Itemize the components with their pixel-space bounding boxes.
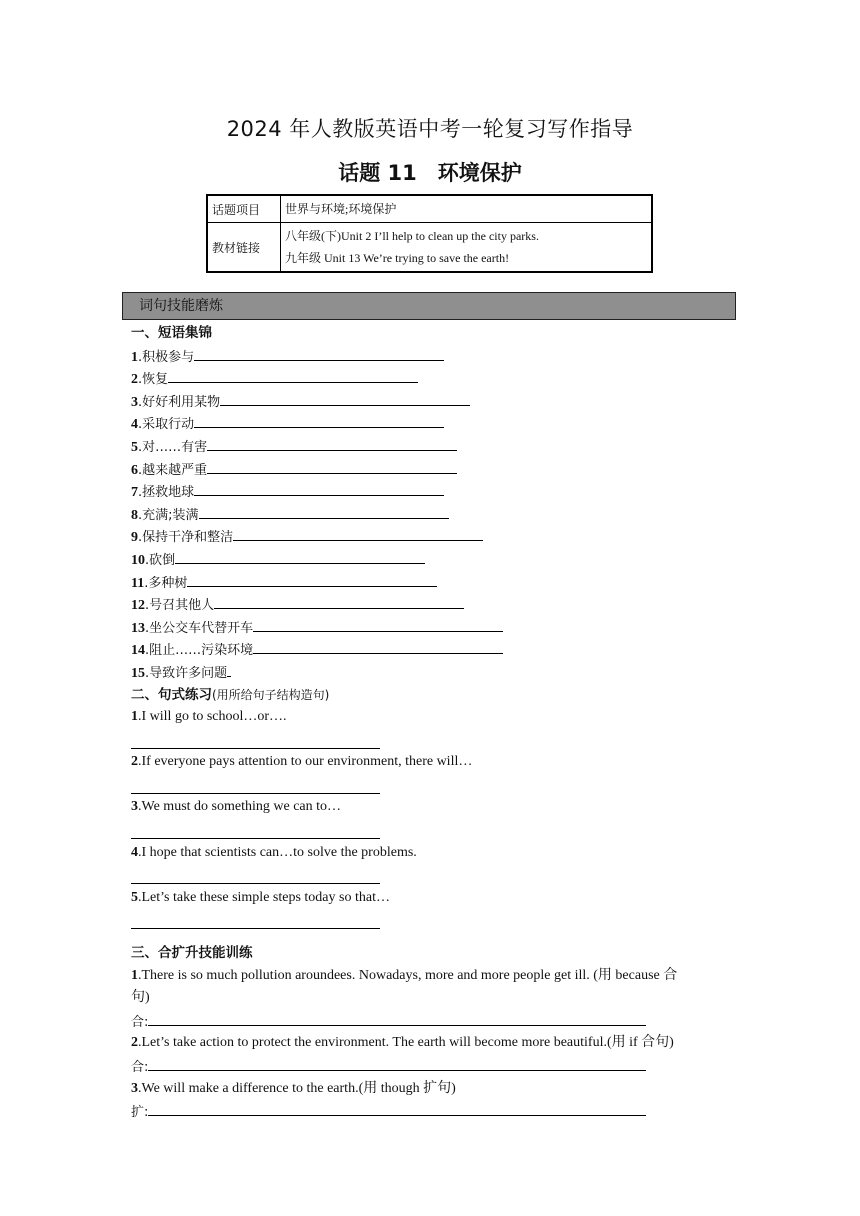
- item-number: 1: [131, 967, 138, 983]
- list-item: [131, 390, 741, 413]
- list-item: [131, 503, 741, 526]
- item-number: 11: [131, 575, 145, 591]
- item-text: .坐公交车代替开车: [145, 620, 254, 636]
- list-item: [131, 480, 741, 503]
- item-number: 4: [131, 417, 138, 433]
- answer-blank[interactable]: [131, 778, 380, 794]
- item-number: 3: [131, 1080, 138, 1096]
- item-number: 8: [131, 507, 138, 523]
- list-item: [131, 412, 741, 435]
- table-key-cell: 教材链接: [207, 223, 281, 273]
- list-item: [131, 965, 741, 988]
- item-text: .越来越严重: [138, 462, 208, 478]
- list-item: [131, 661, 741, 684]
- answer-blank[interactable]: [131, 733, 380, 749]
- answer-blank[interactable]: [168, 367, 418, 383]
- answer-line: [131, 909, 741, 932]
- item-text: .积极参与: [138, 349, 195, 365]
- answer-blank[interactable]: [194, 412, 444, 428]
- item-text: .保持干净和整洁: [138, 530, 234, 546]
- item-text: .好好利用某物: [138, 394, 221, 410]
- item-number: 12: [131, 598, 145, 614]
- part1-heading: 一、短语集锦: [131, 325, 212, 341]
- list-item: [131, 796, 741, 819]
- item-number: 2: [131, 754, 138, 770]
- list-item: [131, 638, 741, 661]
- list-item: [131, 706, 741, 729]
- item-number: 7: [131, 485, 138, 501]
- item-text: .导致许多问题: [145, 665, 228, 681]
- answer-blank[interactable]: [253, 638, 503, 654]
- item-text: .砍倒: [145, 552, 176, 568]
- combine-list: [131, 965, 741, 1123]
- answer-line: [131, 729, 741, 752]
- answer-line: [131, 1010, 741, 1033]
- answer-blank[interactable]: [187, 571, 437, 587]
- item-text: .Let’s take these simple steps today so that…: [138, 889, 390, 905]
- answer-label: 合:: [131, 1060, 149, 1075]
- section-title: 词句技能磨炼: [139, 298, 223, 314]
- sentence-list: [131, 706, 741, 932]
- list-item: [131, 887, 741, 910]
- item-text: .对……有害: [138, 439, 208, 455]
- item-text: .I will go to school…or….: [138, 709, 287, 725]
- list-item: [131, 842, 741, 865]
- answer-blank[interactable]: [220, 390, 470, 406]
- answer-blank[interactable]: [227, 661, 231, 677]
- item-number: 3: [131, 394, 138, 410]
- item-number: 5: [131, 439, 138, 455]
- answer-blank[interactable]: [194, 345, 444, 361]
- item-text: .We must do something we can to…: [138, 799, 342, 815]
- item-text: .号召其他人: [145, 598, 215, 614]
- answer-blank[interactable]: [131, 823, 380, 839]
- list-item: [131, 345, 741, 368]
- item-number: 10: [131, 552, 145, 568]
- part2-instruction: (用所给句子结构造句): [212, 687, 330, 702]
- item-number: 3: [131, 799, 138, 815]
- list-item: [131, 458, 741, 481]
- list-item: [131, 525, 741, 548]
- answer-blank[interactable]: [253, 616, 503, 632]
- answer-line: [131, 864, 741, 887]
- answer-blank[interactable]: [214, 593, 464, 609]
- answer-blank[interactable]: [148, 1010, 646, 1026]
- table-value-cell: [281, 195, 653, 223]
- list-item: [131, 571, 741, 594]
- item-text: .Let’s take action to protect the environment. The earth will become more beautiful.(用 if 合句): [138, 1035, 674, 1051]
- list-item: [131, 548, 741, 571]
- table-key-cell: 话题项目: [207, 195, 281, 223]
- table-row: [207, 195, 652, 223]
- answer-blank[interactable]: [199, 503, 449, 519]
- spacer: [131, 932, 741, 942]
- item-text: .恢复: [138, 372, 169, 388]
- item-number: 1: [131, 709, 138, 725]
- answer-line: [131, 819, 741, 842]
- item-number: 15: [131, 665, 145, 681]
- part2-heading: [131, 684, 741, 707]
- table-value-text: 世界与环境;环境保护: [285, 202, 397, 216]
- item-number: 2: [131, 1035, 138, 1051]
- item-text: .采取行动: [138, 417, 195, 433]
- answer-blank[interactable]: [131, 868, 380, 884]
- item-text: .拯救地球: [138, 485, 195, 501]
- item-number: 14: [131, 643, 145, 659]
- item-text: .充满;装满: [138, 507, 199, 523]
- list-item-continuation: 句): [131, 990, 150, 1006]
- item-text: .阻止……污染环境: [145, 643, 254, 659]
- phrase-list: [131, 345, 741, 684]
- list-item: [131, 593, 741, 616]
- page-title: 2024 年人教版英语中考一轮复习写作指导: [226, 117, 634, 141]
- list-item: [131, 435, 741, 458]
- answer-label: 扩:: [131, 1105, 149, 1121]
- table-value-text: 八年级(下)Unit 2 I’ll help to clean up the city parks.: [285, 229, 539, 243]
- answer-blank[interactable]: [233, 525, 483, 541]
- item-number: 13: [131, 620, 145, 636]
- list-item: [131, 1078, 741, 1101]
- table-row: [207, 223, 652, 273]
- item-text: .We will make a difference to the earth.(用 though 扩句): [138, 1080, 456, 1096]
- item-text: .多种树: [144, 575, 188, 591]
- item-number: 4: [131, 844, 138, 860]
- item-text: .If everyone pays attention to our environment, there will…: [138, 754, 473, 770]
- part3-heading: 三、合扩升技能训练: [131, 945, 253, 962]
- item-text: .There is so much pollution aroundees. Nowadays, more and more people get ill. (用 because 合: [138, 967, 678, 983]
- item-number: 9: [131, 530, 138, 546]
- part2-heading-text: 二、句式练习: [131, 686, 212, 703]
- answer-blank[interactable]: [148, 1100, 646, 1116]
- answer-blank[interactable]: [131, 913, 380, 929]
- item-number: 2: [131, 372, 138, 388]
- item-number: 5: [131, 889, 138, 905]
- exercise-content: [131, 322, 741, 1123]
- answer-blank[interactable]: [207, 458, 457, 474]
- answer-blank[interactable]: [194, 480, 444, 496]
- answer-blank[interactable]: [207, 435, 457, 451]
- topic-info-table: [206, 194, 653, 273]
- topic-subtitle: 话题 11 环境保护: [338, 161, 522, 185]
- table-value-text: 九年级 Unit 13 We’re trying to save the earth!: [285, 251, 510, 265]
- list-item: [131, 751, 741, 774]
- list-item: [131, 616, 741, 639]
- answer-line: [131, 1100, 741, 1123]
- table-value-cell: [281, 223, 653, 273]
- answer-label: 合:: [131, 1014, 149, 1030]
- answer-line: [131, 774, 741, 797]
- answer-blank[interactable]: [175, 548, 425, 564]
- list-item: [131, 1032, 741, 1055]
- item-number: 1: [131, 349, 138, 365]
- item-text: .I hope that scientists can…to solve the problems.: [138, 844, 417, 860]
- answer-line: [131, 1055, 741, 1078]
- list-item: [131, 367, 741, 390]
- answer-blank[interactable]: [148, 1055, 646, 1071]
- section-header-bar: [122, 292, 736, 320]
- item-number: 6: [131, 462, 138, 478]
